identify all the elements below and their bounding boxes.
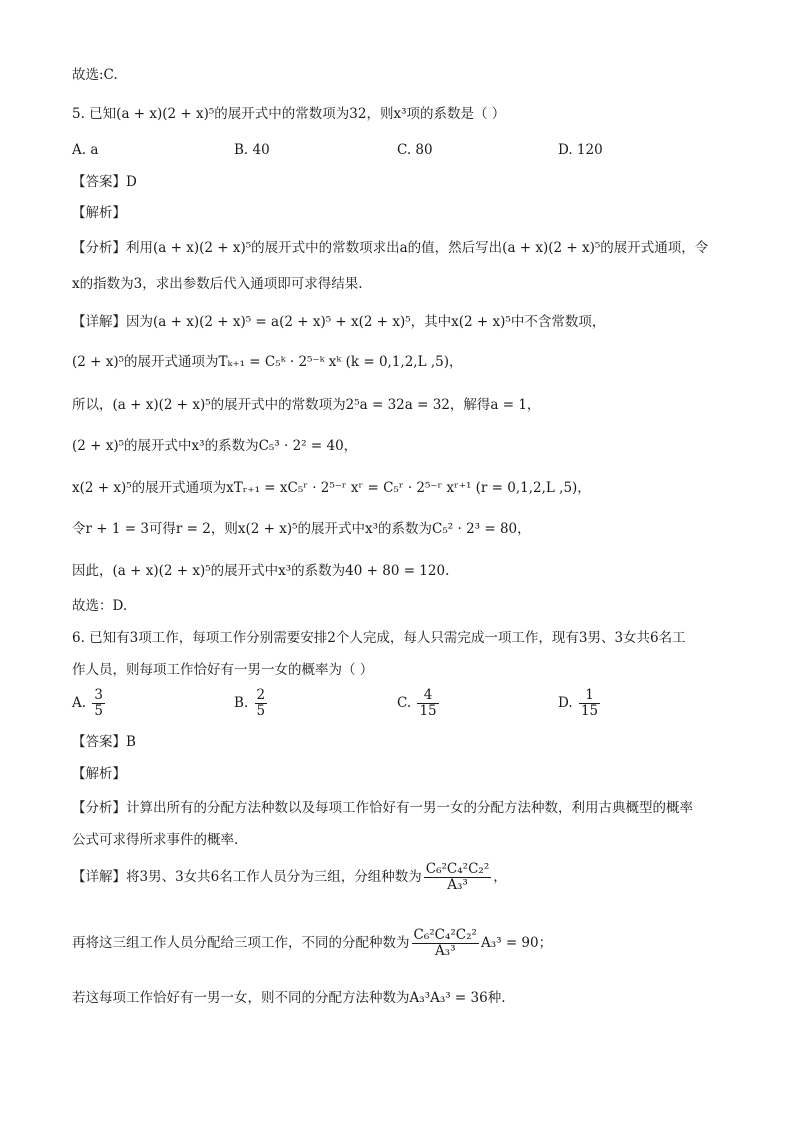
- q6-option-b: [234, 688, 269, 719]
- q6-analysis-line-1: 【分析】计算出所有的分配方法种数以及每项工作恰好有一男一女的分配方法种数，利用古典概型的概率: [72, 800, 693, 816]
- q5-analysis-line-2: x的指数为3，求出参数后代入通项即可求得结果.: [72, 276, 363, 292]
- q6-analysis-heading: 【解析】: [72, 766, 126, 782]
- q5-analysis-heading: 【解析】: [72, 205, 126, 221]
- q5-option-b: B. 40: [234, 142, 270, 158]
- q6-option-a: [72, 688, 107, 719]
- q5-detail-line-2: (2 + x)⁵的展开式通项为Tₖ₊₁ = C₅ᵏ · 2⁵⁻ᵏ xᵏ (k = 0,1,2,L ,5)，: [72, 354, 463, 370]
- q5-option-c: C. 80: [397, 142, 433, 158]
- question-5-stem: 5. 已知(a + x)(2 + x)⁵的展开式中的常数项为32，则x³项的系数是（ ）: [72, 106, 506, 122]
- q6-option-a-fraction: $\frac{3}{5}$: [94, 687, 103, 719]
- q5-conclusion: 故选：D.: [72, 598, 128, 614]
- q5-detail-line-1: 【详解】因为(a + x)(2 + x)⁵ = a(2 + x)⁵ + x(2 + x)⁵，其中x(2 + x)⁵中不含常数项，: [72, 314, 606, 330]
- q6-option-c: [397, 688, 441, 719]
- q6-detail-line-1: 【详解】将3男、3女共6名工作人员分为三组，分组种数为 $\frac{\text{C₆²C₄²C₂²}}{\text{A₃³}}$ ，: [72, 861, 507, 893]
- line-0: 故选:C.: [72, 67, 118, 83]
- q6-option-c-fraction: $\frac{4}{15}$: [419, 687, 437, 719]
- q6-option-a-label: A.: [72, 695, 87, 711]
- q6-option-d-fraction: $\frac{1}{15}$: [580, 687, 599, 719]
- q5-detail-line-6: 令r + 1 = 3可得r = 2，则x(2 + x)⁵的展开式中x³的系数为C₅² · 2³ = 80，: [72, 521, 531, 537]
- q5-detail-line-7: 因此，(a + x)(2 + x)⁵的展开式中x³的系数为40 + 80 = 120.: [72, 563, 450, 579]
- q5-analysis-line-1: 【分析】利用(a + x)(2 + x)⁵的展开式中的常数项求出a的值，然后写出(a + x)(2 + x)⁵的展开式通项，令: [72, 240, 709, 256]
- q6-detail-line-3: 若这每项工作恰好有一男一女，则不同的分配方法种数为A₃³A₃³ = 36种.: [72, 990, 506, 1006]
- q6-option-b-label: B.: [234, 695, 249, 711]
- question-6-stem-2: 作人员，则每项工作恰好有一男一女的概率为（ ）: [72, 662, 374, 678]
- q5-detail-line-5: x(2 + x)⁵的展开式通项为xTᵣ₊₁ = xC₅ʳ · 2⁵⁻ʳ xʳ = C₅ʳ · 2⁵⁻ʳ xʳ⁺¹ (r = 0,1,2,L ,5)，: [72, 480, 591, 496]
- q6-option-d: [558, 688, 602, 719]
- q6-analysis-line-2: 公式可求得所求事件的概率.: [72, 832, 239, 848]
- question-6-stem-1: 6. 已知有3项工作，每项工作分别需要安排2个人完成，每人只需完成一项工作，现有3男、3女共6名工: [72, 630, 686, 646]
- q6-option-d-label: D.: [558, 695, 573, 711]
- q6-answer: 【答案】B: [72, 734, 136, 750]
- q5-option-d: D. 120: [558, 142, 603, 158]
- q5-answer: 【答案】D: [72, 174, 137, 190]
- q5-detail-line-4: (2 + x)⁵的展开式中x³的系数为C₅³ · 2² = 40，: [72, 438, 358, 454]
- q6-option-b-fraction: $\frac{2}{5}$: [256, 687, 266, 719]
- q5-option-a: A. a: [72, 142, 99, 158]
- q6-detail-line-2: 再将这三组工作人员分配给三项工作，不同的分配种数为 $\frac{\text{C₆²C₄²C₂²}}{\text{A₃³}}$ A₃³ = 90；: [72, 927, 553, 959]
- q6-option-c-label: C.: [397, 695, 412, 711]
- q5-detail-line-3: 所以，(a + x)(2 + x)⁵的展开式中的常数项为2⁵a = 32a = 32，解得a = 1，: [72, 397, 541, 413]
